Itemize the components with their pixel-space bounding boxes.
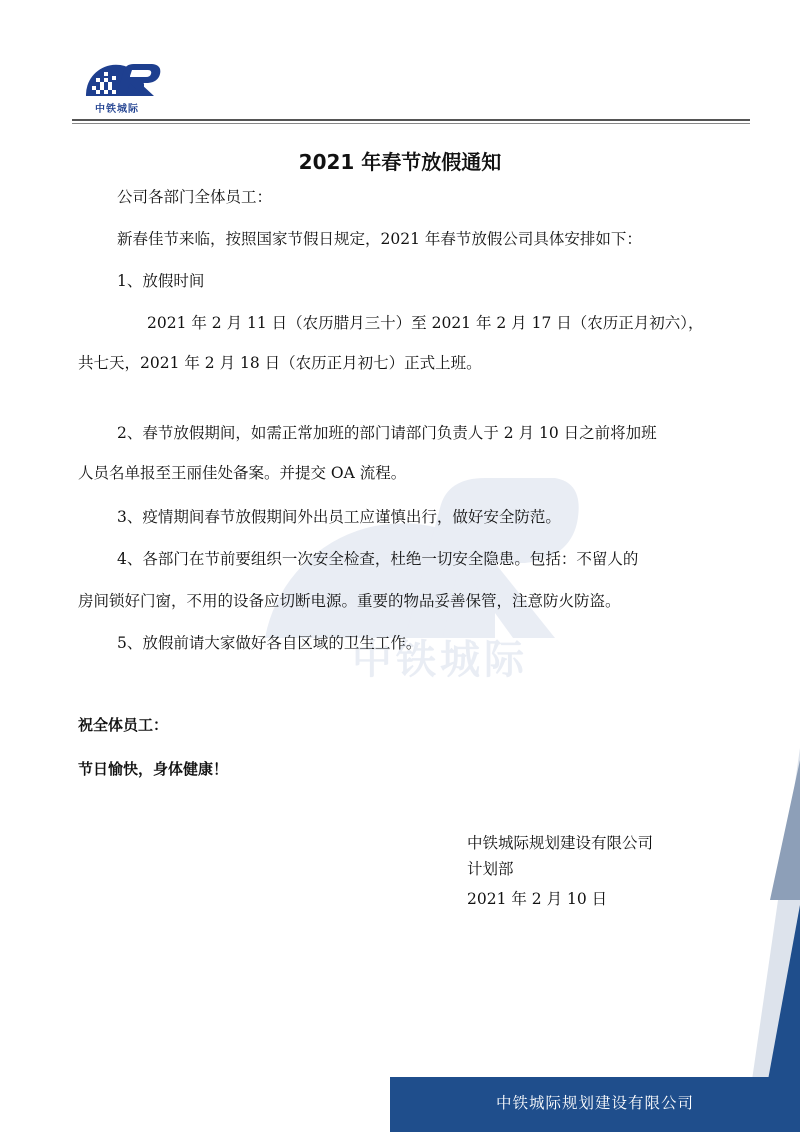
intro-paragraph: 新春佳节来临，按照国家节假日规定，2021 年春节放假公司具体安排如下： [117, 230, 642, 248]
item1-heading: 1、放假时间 [117, 272, 205, 290]
signature-date: 2021 年 2 月 10 日 [467, 890, 608, 908]
item1-line2: 共七天，2021 年 2 月 18 日（农历正月初七）正式上班。 [78, 354, 482, 372]
closing-greeting: 祝全体员工： [78, 716, 169, 734]
item1-line1: 2021 年 2 月 11 日（农历腊月三十）至 2021 年 2 月 17 日（农历正月初六）， [147, 314, 704, 332]
item3: 3、疫情期间春节放假期间外出员工应谨慎出行，做好安全防范。 [117, 508, 561, 526]
salutation: 公司各部门全体员工： [117, 188, 273, 206]
item2-line2: 人员名单报至王丽佳处备案。并提交 OA 流程。 [78, 464, 407, 482]
document-title: 2021 年春节放假通知 [298, 150, 502, 174]
footer-company: 中铁城际规划建设有限公司 [495, 1094, 694, 1112]
watermark-text: 中铁城际 [352, 637, 528, 683]
signature-company: 中铁城际规划建设有限公司 [467, 834, 654, 852]
item2-line1: 2、春节放假期间，如需正常加班的部门请部门负责人于 2 月 10 日之前将加班 [117, 424, 657, 442]
item5: 5、放假前请大家做好各自区域的卫生工作。 [117, 634, 422, 652]
item4-line2: 房间锁好门窗，不用的设备应切断电源。重要的物品妥善保管，注意防火防盗。 [78, 592, 621, 610]
item4-line1: 4、各部门在节前要组织一次安全检查，杜绝一切安全隐患。包括：不留人的 [117, 550, 639, 568]
closing-wishes: 节日愉快，身体健康！ [78, 760, 229, 778]
signature-department: 计划部 [467, 860, 514, 878]
logo-text: 中铁城际 [95, 104, 139, 115]
